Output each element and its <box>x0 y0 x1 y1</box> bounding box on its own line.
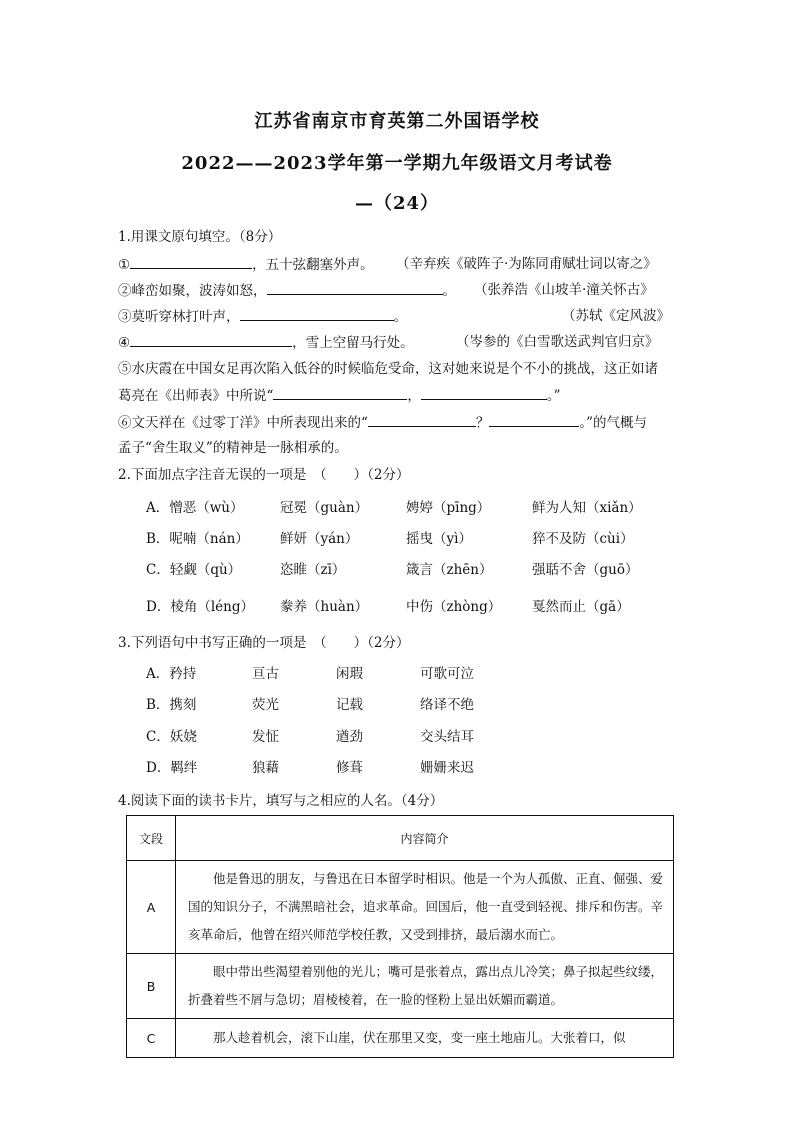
q3-option-b-2: 荧光 <box>252 697 279 713</box>
q2-option-a-2: 冠冕（guàn） <box>280 500 369 516</box>
q2-option-d-3: 中伤（zhòng） <box>406 599 502 615</box>
q3-option-b-1: B．携刻 <box>146 697 197 713</box>
blank <box>267 281 443 295</box>
q1-line6-mid: ？ <box>475 415 490 431</box>
q2-option-d-2: 豢养（huàn） <box>280 599 369 615</box>
q1-line4 <box>118 333 414 352</box>
q2-option-c-3: 箴言（zhēn） <box>406 562 493 578</box>
q2-option-b-2: 鲜妍（yán） <box>280 531 359 547</box>
q1-line3-end: 。 <box>393 309 407 325</box>
q1-line2-text: ②峰峦如聚，波涛如怒， <box>118 283 267 299</box>
q1-line3-text: ③莫听穿林打叶声， <box>118 309 240 325</box>
q3-option-d-1: D．羁绊 <box>146 760 198 776</box>
q1-line1-text: ，五十弦翻塞外声。 <box>252 257 374 273</box>
blank <box>130 255 252 269</box>
q1-line5b-mid: ， <box>407 388 421 404</box>
school-title: 江苏省南京市育英第二外国语学校 <box>254 111 540 132</box>
table-row <box>127 1019 674 1058</box>
row-label: C <box>127 1019 176 1058</box>
column-header-summary: 内容简介 <box>176 816 674 861</box>
q3-option-c-3: 遒劲 <box>336 729 363 745</box>
q3-option-d-4: 姗姗来迟 <box>420 760 474 776</box>
q1-line5: ⑤水庆霞在中国女足再次陷入低谷的时候临危受命，这对她来说是个不小的挑战，这正如诸 <box>118 361 658 377</box>
table-header-row <box>127 816 674 861</box>
q2-option-a-3: 娉婷（pīng） <box>406 500 491 516</box>
exam-title: 2022——2023学年第一学期九年级语文月考试卷 <box>181 153 613 174</box>
blank <box>240 307 394 321</box>
q3-option-c-1: C．妖娆 <box>146 729 197 745</box>
q3-option-d-3: 修葺 <box>336 760 363 776</box>
q1-line6 <box>118 413 647 432</box>
q2-option-c-2: 恣睢（zī） <box>280 562 346 578</box>
q1-line4-mark: ④ <box>118 335 131 351</box>
q1-line4-source: （岑参的《白雪歌送武判官归京》 <box>456 334 659 350</box>
q3-option-a-1: A．矜持 <box>146 666 197 682</box>
row-text: 他是鲁迅的朋友，与鲁迅在日本留学时相识。他是一个为人孤傲、正直、倔强、爱国的知识分子，不满黑暗社会，追求革命。回国后，他一直受到轻视、排斥和伤害。辛亥革命后，他曾在绍兴师范学校任教，又受到排挤，最后溺水而亡。 <box>176 861 674 954</box>
q2-option-b-3: 摇曳（yì） <box>406 531 472 547</box>
blank <box>421 386 547 400</box>
q3-option-b-3: 记载 <box>336 697 363 713</box>
row-text: 那人趁着机会，滚下山崖，伏在那里又变，变一座土地庙儿。大张着口，似 <box>176 1019 674 1058</box>
table-row <box>127 861 674 954</box>
reading-card-table <box>126 815 674 1058</box>
row-text: 眼中带出些渴望着别他的光儿；嘴可是张着点，露出点儿冷笑；鼻子拟起些纹缕，折叠着些不屑与急切；眉棱棱着，在一脸的怪粉上显出妖媚而霸道。 <box>176 954 674 1019</box>
table-row <box>127 954 674 1019</box>
q3-title: 3.下列语句中书写正确的一项是 （ ）（2分） <box>118 635 410 651</box>
q1-line1-source: （辛弃疾《破阵子·为陈同甫赋壮词以寄之》 <box>396 256 657 272</box>
q1-line4-text: ，雪上空留马行处。 <box>292 335 414 351</box>
q1-line6b: 孟子“舍生取义”的精神是一脉相承的。 <box>118 440 348 456</box>
q2-option-a-4: 鲜为人知（xiǎn） <box>532 500 642 516</box>
q2-option-b-4: 猝不及防（cùi） <box>532 531 634 547</box>
q1-line5b-text: 葛亮在《出师表》中所说“ <box>118 388 274 404</box>
q2-title: 2.下面加点字注音无误的一项是 （ ）（2分） <box>118 467 410 483</box>
q1-line3-source: （苏轼《定风波》 <box>562 308 670 324</box>
row-label: B <box>127 954 176 1019</box>
q3-option-b-4: 络译不绝 <box>420 697 474 713</box>
q3-option-d-2: 狼藉 <box>252 760 279 776</box>
q1-line2-source: （张养浩《山坡羊·潼关怀古》 <box>474 282 654 298</box>
q2-option-d-1: D．棱角（léng） <box>146 599 254 615</box>
blank <box>130 333 292 347</box>
q3-option-c-4: 交头结耳 <box>420 729 474 745</box>
q1-line3 <box>118 307 407 326</box>
column-header-section: 文段 <box>127 816 176 861</box>
blank <box>368 413 476 427</box>
q2-option-a-1: A．憎恶（wù） <box>146 500 244 516</box>
q2-option-b-1: B．呢喃（nán） <box>146 531 249 547</box>
exam-number: —（24） <box>354 193 440 214</box>
q2-option-d-4: 戛然而止（gā） <box>532 599 630 615</box>
q4-title: 4.阅读下面的读书卡片，填写与之相应的人名。（4分） <box>118 793 444 809</box>
blank <box>273 386 407 400</box>
q1-line5b <box>118 386 561 405</box>
q3-option-a-4: 可歌可泣 <box>420 666 474 682</box>
q1-line1-mark: ① <box>118 257 131 273</box>
q2-option-c-1: C．轻觑（qù） <box>146 562 242 578</box>
q1-line5b-end: 。” <box>546 388 561 404</box>
q1-line6-text: ⑥文天祥在《过零丁洋》中所表现出来的“ <box>118 415 368 431</box>
q3-option-a-2: 亘古 <box>252 666 279 682</box>
blank <box>489 413 579 427</box>
q1-line6-end: 。”的气概与 <box>579 415 648 431</box>
q1-line2 <box>118 281 456 300</box>
q2-option-c-4: 强聒不舍（guō） <box>532 562 639 578</box>
q3-option-c-2: 发怔 <box>252 729 279 745</box>
q1-line1 <box>118 255 374 274</box>
q1-line2-end: 。 <box>442 283 456 299</box>
q3-option-a-3: 闲瑕 <box>336 666 363 682</box>
row-label: A <box>127 861 176 954</box>
q1-title: 1.用课文原句填空。（8分） <box>118 229 282 245</box>
